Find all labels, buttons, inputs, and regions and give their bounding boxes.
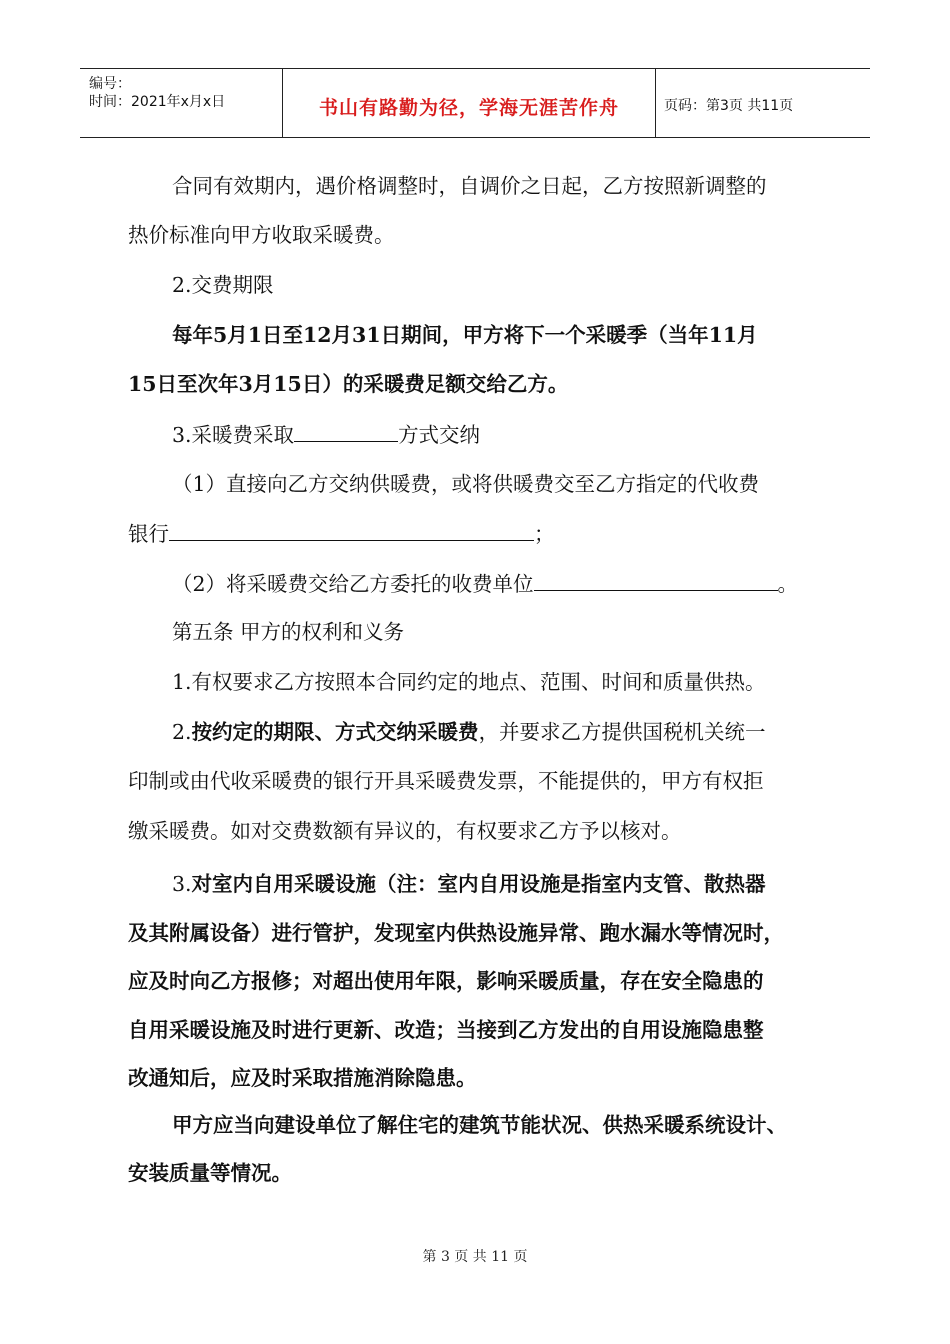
text-segment: 银行 [128,522,169,546]
paragraph-line: 改通知后，应及时采取措施消除隐患。 [128,1066,477,1090]
paragraph-line: 及其附属设备）进行管护，发现室内供热设施异常、跑水漏水等情况时， [128,921,784,945]
paragraph-line: 缴采暖费。如对交费数额有异议的，有权要求乙方予以核对。 [128,819,682,843]
document-number-label: 编号： [89,76,131,92]
paragraph-line: 印制或由代收采暖费的银行开具采暖费发票，不能提供的，甲方有权拒 [128,769,764,793]
header-page-cell [655,69,870,137]
fill-in-blank[interactable] [169,520,534,541]
section-title: 2.交费期限 [172,273,274,297]
paragraph-line: 甲方应当向建设单位了解住宅的建筑节能状况、供热采暖系统设计、 [172,1113,787,1137]
paragraph-line [128,520,555,547]
paragraph-line: 热价标准向甲方收取采暖费。 [128,223,395,247]
paragraph-line: 安装质量等情况。 [128,1161,292,1185]
fill-in-blank[interactable] [534,570,778,591]
paragraph-line: 每年5月1日至12月31日期间，甲方将下一个采暖季（当年11月 [172,323,758,347]
bold-segment: 对室内自用采暖设施（注：室内自用设施是指室内支管、散热器 [191,872,766,896]
fill-in-blank[interactable] [294,421,398,442]
text-segment: 2. [172,720,192,744]
text-segment: ，并要求乙方提供国税机关统一 [478,720,766,744]
paragraph-line [172,421,480,448]
text-segment: 3. [172,872,192,896]
text-segment: 3.采暖费采取 [172,423,295,447]
header-motto-cell [282,69,656,137]
header-info-cell [80,69,282,137]
header-motto: 书山有路勤为径，学海无涯苦作舟 [318,97,619,119]
paragraph-line: 合同有效期内，遇价格调整时，自调价之日起，乙方按照新调整的 [172,174,767,198]
text-segment: （2）将采暖费交给乙方委托的收费单位 [172,572,534,596]
article-title: 第五条 甲方的权利和义务 [172,620,405,644]
paragraph-line: 1.有权要求乙方按照本合同约定的地点、范围、时间和质量供热。 [172,670,766,694]
header-page-info: 页码：第3页 共11页 [664,98,794,114]
paragraph-line: 应及时向乙方报修；对超出使用年限，影响采暖质量，存在安全隐患的 [128,969,764,993]
text-segment: 。 [777,572,799,596]
paragraph-line: 自用采暖设施及时进行更新、改造；当接到乙方发出的自用设施隐患整 [128,1018,764,1042]
bold-segment: 按约定的期限、方式交纳采暖费 [191,720,479,744]
paragraph-line [172,570,798,597]
text-segment: ； [534,522,555,546]
text-segment: 方式交纳 [398,423,481,447]
paragraph-line [172,871,766,897]
paragraph-line: 15日至次年3月15日）的采暖费足额交给乙方。 [128,372,569,396]
paragraph-line [172,719,766,745]
page-header [80,68,870,138]
document-time-label: 时间：2021年x月x日 [89,94,226,110]
page-footer: 第 3 页 共 11 页 [422,1249,528,1265]
paragraph-line: （1）直接向乙方交纳供暖费，或将供暖费交至乙方指定的代收费 [172,472,760,496]
